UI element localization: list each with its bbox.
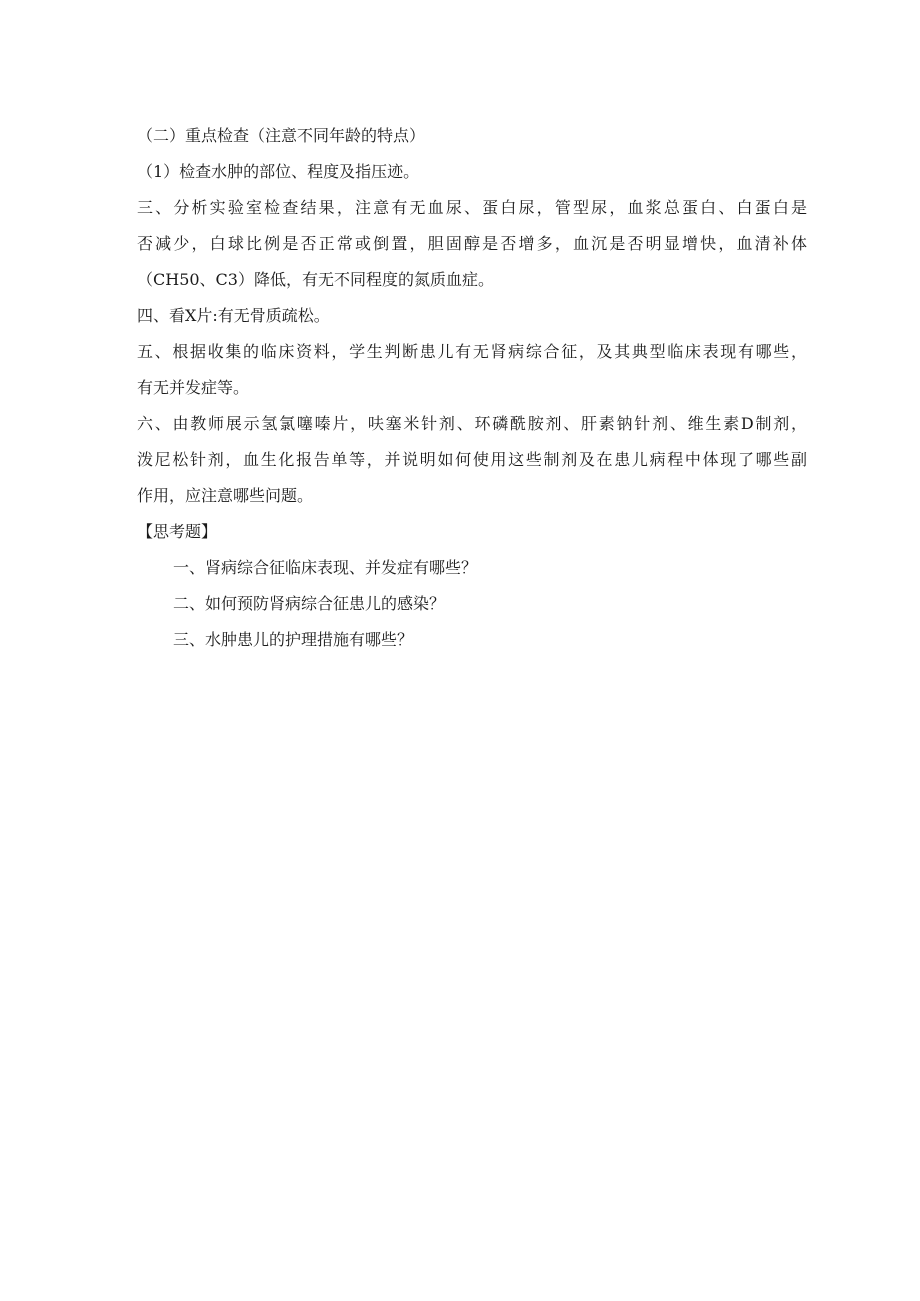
paragraph-diagnosis-line-1: 五、根据收集的临床资料，学生判断患儿有无肾病综合征，及其典型临床表现有哪些， [137, 342, 807, 361]
paragraph-drugs-line-1: 六、由教师展示氢氯噻嗪片，呋塞米针剂、环磷酰胺剂、肝素钠针剂、维生素D制剂， [137, 414, 807, 433]
paragraph-xray: 四、看X片:有无骨质疏松。 [137, 306, 330, 325]
section-heading-key-exam: （二）重点检查（注意不同年龄的特点） [137, 126, 426, 145]
question-item: 三、水肿患儿的护理措施有哪些？ [173, 630, 414, 649]
paragraph-lab-analysis-line-3: （CH50、C3）降低，有无不同程度的氮质血症。 [137, 270, 494, 289]
paragraph-drugs-line-2: 泼尼松针剂，血生化报告单等，并说明如何使用这些制剂及在患儿病程中体现了哪些副 [137, 450, 807, 469]
paragraph-diagnosis-line-2: 有无并发症等。 [137, 378, 250, 397]
document-body [137, 118, 807, 658]
paragraph-lab-analysis-line-2: 否减少，白球比例是否正常或倒置，胆固醇是否增多，血沉是否明显增快，血清补体 [137, 234, 807, 253]
paragraph-drugs-line-3: 作用，应注意哪些问题。 [137, 486, 314, 505]
questions-heading: 【思考题】 [137, 522, 218, 541]
question-item: 二、如何预防肾病综合征患儿的感染？ [173, 594, 446, 613]
exam-item-edema: （1）检查水肿的部位、程度及指压迹。 [137, 162, 420, 181]
question-item: 一、肾病综合征临床表现、并发症有哪些？ [173, 558, 478, 577]
paragraph-lab-analysis-line-1: 三、分析实验室检查结果，注意有无血尿、蛋白尿，管型尿，血浆总蛋白、白蛋白是 [137, 198, 807, 217]
